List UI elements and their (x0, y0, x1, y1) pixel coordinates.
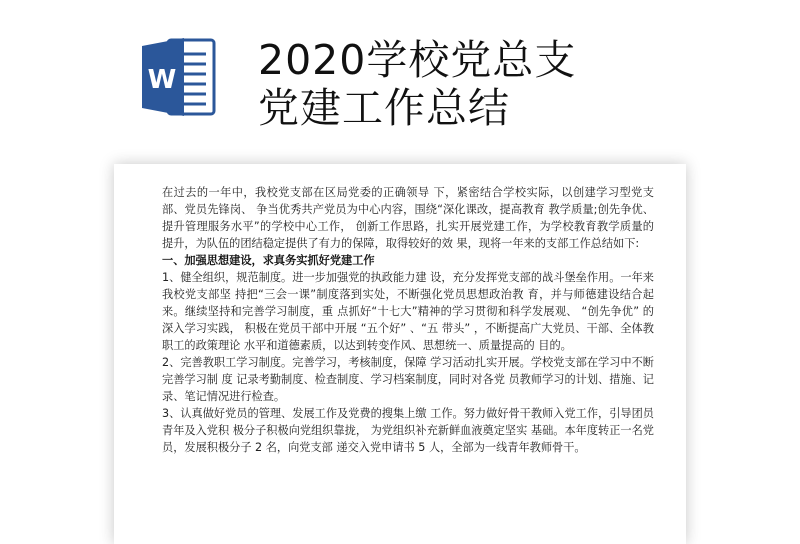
paragraph-1: 1、健全组织，规范制度。进一步加强党的执政能力建 设，充分发挥党支部的战斗堡垒作用。一年来我校党支部坚 持把“三会一课”制度落到实处，不断强化党员思想政治教 育，并与师德建设结合起来。继续坚持和完善学习制度，重 点抓好“十七大”精神的学习贯彻和科学发展观、 “创先争优” 的深入学习实践， 积极在党员干部中开展 “五个好” 、“五 带头” ，不断提高广大党员、干部、全体教职工的政策理论 水平和道德素质，以达到转变作风、思想统一、质量提高的 目的。 (162, 271, 654, 352)
section-heading: 一、加强思想建设，求真务实抓好党建工作 (162, 254, 375, 267)
paragraph-3: 3、认真做好党员的管理、发展工作及党费的搜集上缴 工作。努力做好骨干教师入党工作，引导团员青年及入党积 极分子积极向党组织靠拢， 为党组织补充新鲜血液奠定坚实 基础。本年度转正一名党员，发展积极分子 2 名，向党支部 递交入党申请书 5 人，全部为一线青年教师骨干。 (162, 407, 654, 454)
header (0, 0, 800, 160)
document-title (258, 36, 576, 132)
svg-text:W: W (147, 65, 177, 95)
title-line-1: 2020学校党总支 (258, 36, 577, 84)
word-icon (140, 34, 218, 120)
paragraph-2: 2、完善教职工学习制度。完善学习，考核制度，保障 学习活动扎实开展。学校党支部在学习中不断完善学习制 度 记录考勤制度、检查制度、学习档案制度，同时对各党 员教师学习的计划、措施、记录、笔记情况进行检查。 (162, 356, 654, 403)
paragraph-intro: 在过去的一年中，我校党支部在区局党委的正确领导 下，紧密结合学校实际，以创建学习型党支部、党员先锋岗、 争当优秀共产党员为中心内容，围绕“深化课改，提高教育 教学质量;创先争优、提升管理服务水平”的学校中心工作， 创新工作思路，扎实开展党建工作，为学校教育教学质量的 提升，为队伍的团结稳定提供了有力的保障，取得较好的效 果，现将一年来的支部工作总结如下: (162, 186, 654, 250)
title-line-2: 党建工作总结 (258, 84, 510, 132)
document-page (114, 164, 686, 544)
document-body (162, 184, 654, 456)
